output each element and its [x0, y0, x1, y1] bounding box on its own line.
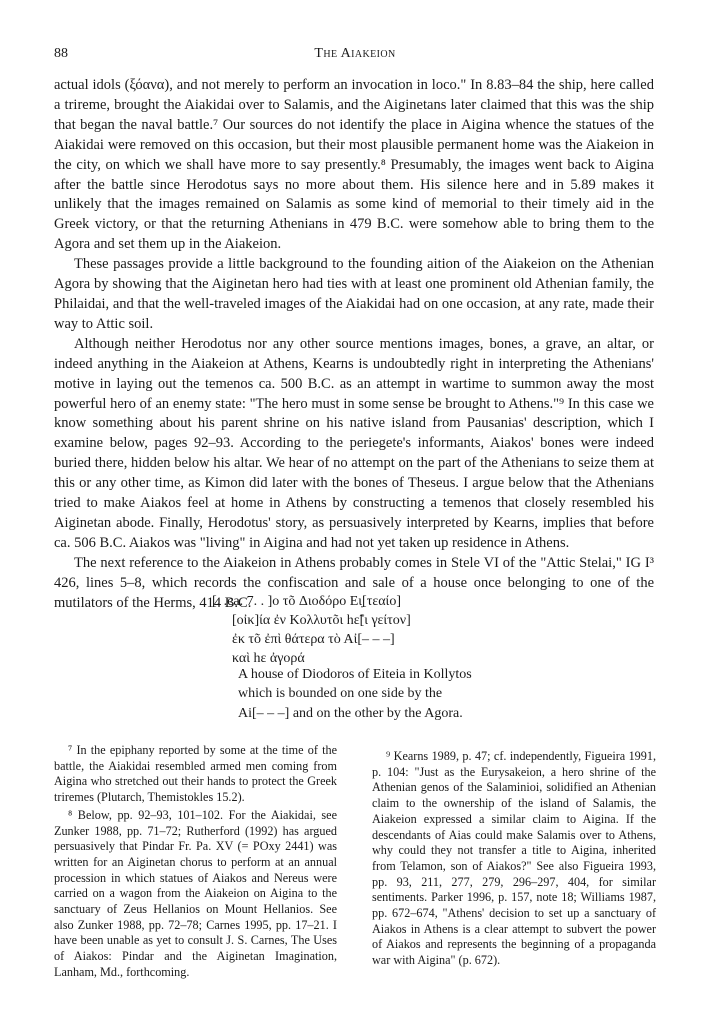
translation-line: A house of Diodoros of Eiteia in Kollytos	[238, 667, 472, 682]
inscription-line: ἐκ τõ ἐπὶ θάτερα τὸ Αἰ[– – –]	[232, 632, 395, 647]
footnotes-right-column	[372, 749, 656, 971]
paragraph: Although neither Herodotus nor any other source mentions images, bones, a grave, an altar, or indeed anything in the Aiakeion at Athens, Kearns is undoubtedly right in interpreting the Athenians' motive in laying out the temenos ca. 500 B.C. as an attempt in wartime to summon away the most powerful hero of an enemy state: "The hero must in some sense be brought to Athens."⁹ In this case we know something about his parent shrine on his native island from Pausanias' description, which I examine below, pages 92–93. According to the periegete's informants, Aiakos' bones were indeed buried there, hidden below his altar. We hear of no attempt on the part of the Athenians to seize them at this or any other time, as Kimon did later with the bones of Theseus. I argue below that the Athenians tried to make Aiakos feel at home in Athens by constructing a temenos that closely resembled his Aiginetan abode. Finally, Herodotus' story, as persuasively interpreted by Kearns, implies that before ca. 506 B.C. Aiakos was "living" in Aigina and had not yet taken up residence in Athens.	[54, 335, 654, 551]
running-title: The Aiakeion	[314, 46, 396, 61]
footnote: ⁷ In the epiphany reported by some at the time of the battle, the Aiakidai resembled armed men coming from Aigina who stretched out their hands to protect the Greek triremes (Plutarch, Themistokles 15.2).	[54, 743, 337, 805]
translation-line: which is bounded on one side by the	[238, 686, 443, 702]
inscription-line: [οἰκ]ία ἐν Κολλυτõι hε̃[ι γείτον]	[232, 613, 411, 628]
footnote: ⁹ Kearns 1989, p. 47; cf. independently, Figueira 1991, p. 104: "Just as the Eurysakeion, a hero shrine of the Athenian genos of the Salaminioi, solidified an Athenian claim to the ownership of the island of Salamis, the Aiakeion expressed a similar claim to Aigina. If the descendants of Aias could make Salamis over to Athens, why could they not transfer a title to Aigina, inherited from Telamon, son of Aiakos?" See also Figueira 1993, pp. 93, 211, 277, 279, 296–297, 404, for similar sentiments. Parker 1996, p. 157, note 18; Williams 1987, pp. 672–674, "Athens' decision to set up a sanctuary of Aiakos in Athens is a clear attempt to subvert the power of Aiakos and represents the beginning of a propaganda war with Aigina" (p. 672).	[372, 749, 656, 968]
page-number: 88	[54, 46, 68, 61]
greek-inscription	[212, 592, 411, 668]
paragraph: actual idols (ξόανα), and not merely to perform an invocation in loco." In 8.83–84 the ship, here called a trireme, brought the Aiakidai over to Salamis, and the Aiginetans later claimed that this was the ship that began the naval battle.⁷ Our sources do not identify the place in Aigina whence the statues of the Aiakidai were removed on this occasion, but their most plausible permanent home was the Aiakeion in the city, on which we shall have more to say presently.⁸ Presumably, the images went back to Aigina after the battle since Herodotus says no more about them. His silence here and in 5.89 makes it unlikely that the images remained on Salamis as some kind of memorial to their timely aid in the Greek victory, or that the returning Athenians in 479 B.C. were somehow able to bring them to the Agora and set them up in the Aiakeion.	[54, 77, 654, 253]
translation-line: Ai[– – –] and on the other by the Agora.	[238, 705, 463, 721]
paragraph: The next reference to the Aiakeion in Athens probably comes in Stele VI of the "Attic Stelai," IG I³ 426, lines 5–8, which records the confiscation and sale of a house once belonging to one of the mutilators of the Herms, 414 B.C.	[54, 554, 654, 611]
inscription-line: [. .ca. 7. . ]ο τõ Διοδόρο Ει̣[τεαίο]	[212, 594, 401, 609]
main-text	[54, 76, 654, 613]
footnote: ⁸ Below, pp. 92–93, 101–102. For the Aiakidai, see Zunker 1988, pp. 71–72; Rutherford (1992) has argued persuasively that Pindar Fr. Pa. XV (= POxy 2441) was written for an Aiginetan chorus to perform at an annual procession in which statues of Aiakos and Nereus were carried on a wagon from the Aiakeion on Aigina to the sanctuary of Zeus Hellanios on Mount Hellanios. See also Zunker 1988, pp. 72–78; Carnes 1995, pp. 17–21. I have been unable as yet to consult J. S. Carnes, The Uses of Aiakos: Pindar and the Aiginetan Imagination, Lanham, Md., forthcoming.	[54, 807, 337, 979]
inscription-translation	[238, 665, 472, 723]
paragraph: These passages provide a little background to the founding aition of the Aiakeion on the Athenian Agora by showing that the Aiginetan hero had ties with at least one prominent old Athenian family, the Philaidai, and that the well-traveled images of the Aiakidai had on one occasion, at any rate, made their way to Attic soil.	[54, 256, 654, 332]
inscription-line: καὶ hε ἀγορά	[232, 651, 305, 666]
footnotes-left-column	[54, 743, 337, 983]
